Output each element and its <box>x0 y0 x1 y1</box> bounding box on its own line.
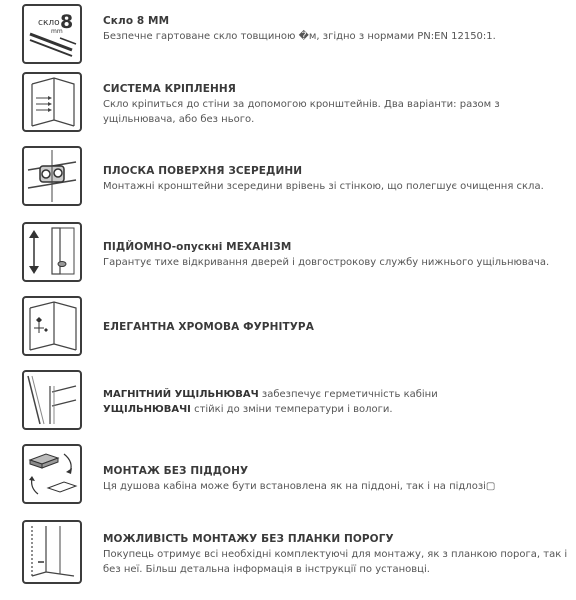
feature-desc: Покупець отримує всі необхідні комплектуючі для монтажу, як з планкою порога, так і без неї. Більш детальна інформація в інструкції по установці. <box>103 549 568 575</box>
feature-desc: Безпечне гартоване скло товщиною �м, згідно з нормами PN:EN 12150:1. <box>103 31 496 42</box>
magnetic-seal-icon <box>22 370 82 430</box>
feature-title: Скло 8 ММ <box>103 15 170 27</box>
mounting-system-icon <box>22 72 82 132</box>
feature-title: МОЖЛИВІСТЬ МОНТАЖУ БЕЗ ПЛАНКИ ПОРОГУ <box>103 533 394 545</box>
feature-title: МОНТАЖ БЕЗ ПІДДОНУ <box>103 465 249 477</box>
feature-title: ПЛОСКА ПОВЕРХНЯ ЗСЕРЕДИНИ <box>103 165 303 177</box>
feature-desc-b: стійкі до зміни температури і вологи. <box>190 403 393 415</box>
feature-desc: Ця душова кабіна може бути встановлена як на піддоні, так і на підлозі▢ <box>103 481 496 492</box>
flat-surface-icon <box>22 146 82 206</box>
feature-desc <box>103 388 568 417</box>
feature-desc: Гарантує тихе відкривання дверей і довгострокову службу нижнього ущільнювача. <box>103 257 550 268</box>
feature-title-a: МАГНІТНИЙ УЩІЛЬНЮВАЧ <box>103 389 259 400</box>
lift-mechanism-icon <box>22 222 82 282</box>
feature-desc: Скло кріпиться до стіни за допомогою кронштейнів. Два варіанти: разом з ущільнювача, або без нього. <box>103 99 500 125</box>
icon-label-unit: mm <box>51 28 63 35</box>
feature-title-b: УЩІЛЬНЮВАЧІ <box>103 403 191 415</box>
feature-title: ПІДЙОМНО-опускні МЕХАНІЗМ <box>103 241 292 253</box>
feature-desc-a: забезпечує герметичність кабіни <box>258 389 438 400</box>
feature-desc: Монтажні кронштейни зсередини врівень зі стінкою, що полегшує очищення скла. <box>103 181 544 192</box>
feature-title: ЕЛЕГАНТНА ХРОМОВА ФУРНІТУРА <box>103 321 314 333</box>
chrome-fittings-icon <box>22 296 82 356</box>
no-tray-install-icon <box>22 444 82 504</box>
no-threshold-icon <box>22 520 82 584</box>
feature-title: СИСТЕМА КРІПЛЕННЯ <box>103 83 236 95</box>
icon-label-top: скло <box>38 18 60 28</box>
icon-label-num: 8 <box>60 11 74 33</box>
glass-thickness-icon <box>22 4 82 64</box>
